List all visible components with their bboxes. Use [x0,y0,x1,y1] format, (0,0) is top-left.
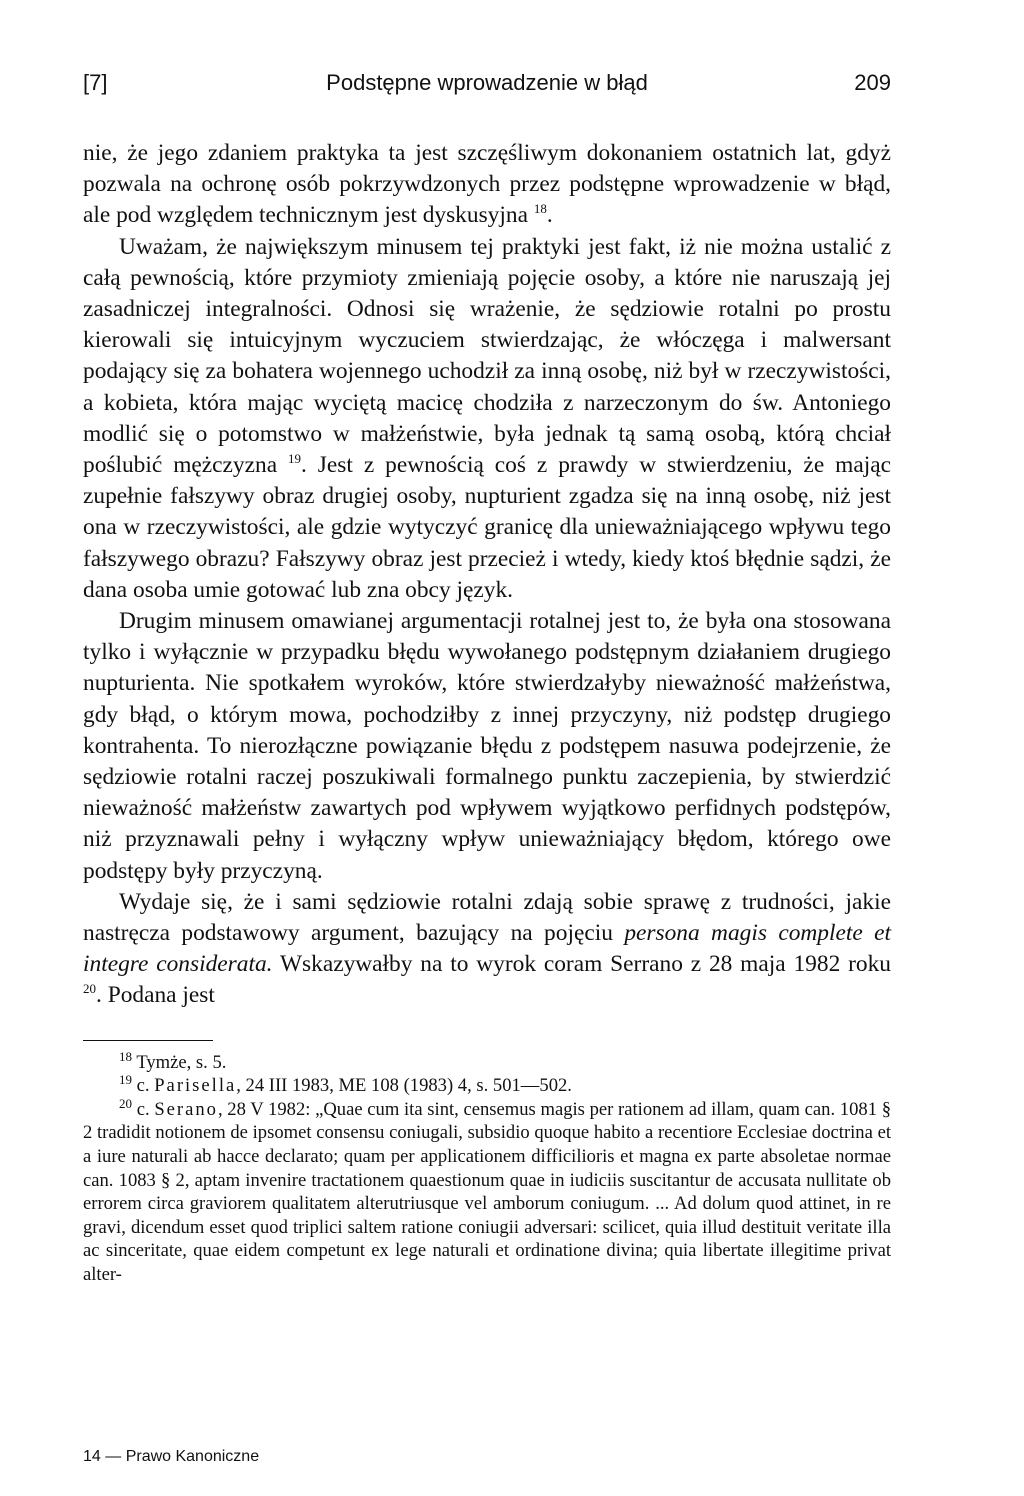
paragraph-4-part-b: Wskazywałby na to wyrok coram Serrano z 28 maja 1982 roku [279,951,891,978]
page-footer: 14 — Prawo Kanoniczne [83,1448,260,1465]
footnote-20-text: , 28 V 1982: „Quae cum ita sint, censemus magis per rationem ad illam, quam can. 1081 § 2 tradidit notionem de ipsomet consensu coniugali, subsidio quoque habito a recentiore Ecclesiae doctrina et a iure naturali ab hacce declarato; quam per applicationem difficilioris et magna ex parte absoletae normae can. 1083 § 2, aptam invenire tractationem quaestionum quae in iudiciis suscitantur de accusata nullitate ob errorem circa graviorem qualitatem alterutriusque vel amborum coniugum. ... Ad dolum quod attinet, in re gravi, dicendum esset quod triplici saltem ratione coniugii adversari: scilicet, quia illud destituit veritate illa ac sinceritate, quae eidem competunt ex lege naturali et ordinatione divina; quia libertate illegitime privat alter- [83,1098,891,1286]
paragraph-1-text: nie, że jego zdaniem praktyka ta jest szczęśliwym dokonaniem ostatnich lat, gdyż pozwala na ochronę osób pokrzywdzonych przez podstępne wprowadzenie w błąd, ale pod względem technicznym jest dyskusyjna [83,140,891,229]
footnote-19-prefix: c. [136,1075,150,1097]
paragraph-4 [83,887,891,1012]
footnote-20-number: 20 [119,1095,132,1111]
footnote-19 [83,1074,891,1098]
footnote-ref-18: 18 [533,201,547,217]
footnote-19-number: 19 [119,1072,132,1088]
body-text [83,138,891,1012]
footnote-18 [83,1048,891,1075]
paragraph-2-part-b: . Jest z pewnością coś z prawdy w stwierdzeniu, że mając zupełnie fałszywy obraz drugiej osoby, nupturient zgadza się na inną osobę, niż jest ona w rzeczywistości, ale gdzie wytyczyć granicę dla unieważniającego wpływu tego fałszywego obrazu? Fałszywy obraz jest przecież i wtedy, kiedy ktoś błędnie sądzi, że dana osoba umie gotować lub zna obcy język. [83,452,891,603]
footnote-20-author: Serano [154,1098,218,1120]
running-title: Podstępne wprowadzenie w błąd [326,70,648,95]
footnote-18-text: Tymże, s. 5. [136,1051,227,1073]
running-header [83,62,891,102]
paragraph-1-end: . [546,202,553,229]
footnote-19-author: Parisella [154,1075,237,1097]
footnote-18-number: 18 [119,1048,132,1064]
footnote-divider [83,1040,213,1041]
paragraph-4-part-c: . Podana jest [96,982,215,1009]
paragraph-4-part-a: Wydaje się, że i sami sędziowie rotalni zdają sobie sprawę z trudności, jakie nastręcza podstawowy argument, bazujący na pojęciu [83,888,891,947]
paragraph-4-latin-phrase: persona magis complete et integre considerata. [83,920,891,978]
paragraph-2 [83,232,891,606]
footnote-19-text: , 24 III 1983, ME 108 (1983) 4, s. 501—502. [236,1075,572,1097]
footnotes [83,1048,891,1287]
paragraph-3: Drugim minusem omawianej argumentacji rotalnej jest to, że była ona stosowana tylko i wyłącznie w przypadku błędu wywołanego podstępnym działaniem drugiego nupturienta. Nie spotkałem wyroków, które stwierdzałyby nieważność małżeństwa, gdy błąd, o którym mowa, pochodziłby z innej przyczyny, niż podstęp drugiego kontrahenta. To nierozłączne powiązanie błędu z podstępem nasuwa podejrzenie, że sędziowie rotalni raczej poszukiwali formalnego punktu zaczepienia, by stwierdzić nieważność małżeństw zawartych pod wpływem wyjątkowo perfidnych podstępów, niż przyznawali pełny i wyłączny wpływ unieważniający błędom, którego owe podstępy były przyczyną. [83,608,891,884]
footnote-20-prefix: c. [136,1098,150,1120]
footnote-ref-19: 19 [288,451,302,467]
document-page [83,62,891,1287]
paragraph-2-part-a: Uważam, że największym minusem tej praktyki jest fakt, iż nie można ustalić z całą pewnością, które przymioty zmieniają pojęcie osoby, a które nie naruszają jej zasadniczej integralności. Odnosi się wrażenie, że sędziowie rotalni po prostu kierowali się intuicyjnym wyczuciem stwierdzając, że włóczęga i malwersant podający się za bohatera wojennego uchodził za inną osobę, niż był w rzeczywistości, a kobieta, która mając wyciętą macicę chodziła z narzeczonym do św. Antoniego modlić się o potomstwo w małżeństwie, była jednak tą samą osobą, którą chciał poślubić mężczyzna [83,233,891,479]
footnote-ref-20: 20 [83,981,96,997]
footnote-20 [83,1095,891,1287]
paragraph-1 [83,138,891,232]
page-number: 209 [854,70,891,95]
chapter-number: [7] [83,70,108,95]
